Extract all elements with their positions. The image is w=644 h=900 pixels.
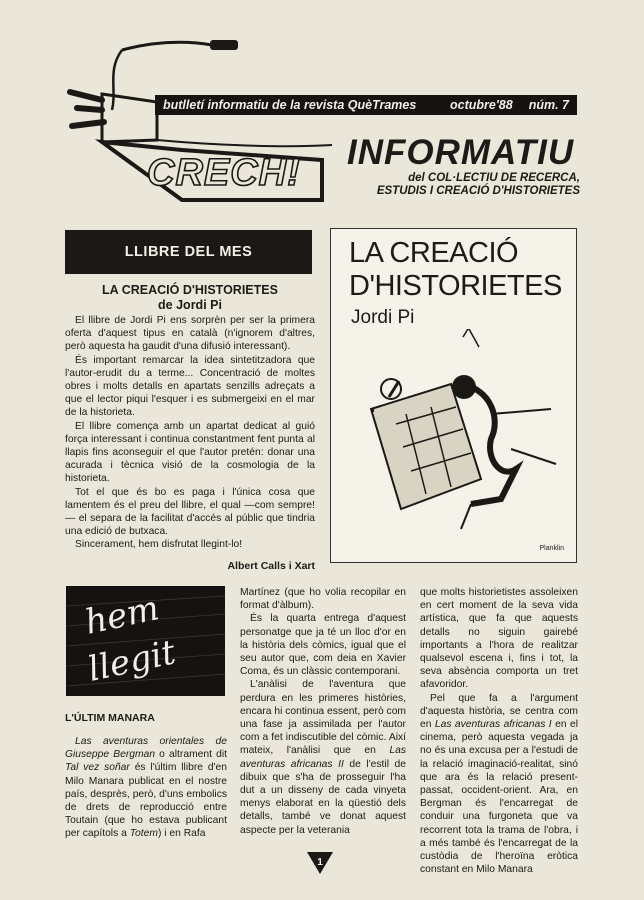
article-title-text: LA CREACIÓ D'HISTORIETES <box>102 283 278 297</box>
newsletter-subtitle <box>340 172 580 197</box>
italic-text: Las aventuras africanas I <box>434 719 552 731</box>
text: Pel que fa a l'argument d'aquesta història, se centra com en <box>420 692 578 731</box>
italic-text: Las aventuras africanas II <box>240 745 406 770</box>
bulletin-label: butlletí informatiu de la revista QuèTrames <box>163 98 417 112</box>
cover-title <box>349 237 562 303</box>
subtitle-line-2: ESTUDIS I CREACIÓ D'HISTORIETES <box>376 184 580 197</box>
paragraph: El llibre de Jordi Pi ens sorprèn per ser la primera oferta d'aquest tipus en català (n'ignorem d'altres, però aquesta ha gaudit d'una difusió interessant). <box>65 315 315 353</box>
paragraph: És la quarta entrega d'aquest personatge que ja té un lloc d'or en la història dels còmics, igual que el seu autor que, com deia en Xavier Coma, és un clàssic contemporani. <box>240 613 406 678</box>
newsletter-title: INFORMATIU <box>347 133 575 172</box>
paragraph: Tot el que és bo es paga i l'única cosa que lamentem és el preu del llibre, el qual —com sempre!— el separa de la facilitat d'accés al públic que tindria una edició de butxaca. <box>65 486 315 538</box>
paragraph <box>240 678 406 836</box>
section-header-llibre: LLIBRE DEL MES <box>65 230 312 274</box>
hem-llegit-line-2: llegit <box>84 632 180 690</box>
paragraph: És important remarcar la idea sintetitzadora que l'autor-erudit du a terme... Concentració de moltes obres i molts detalls en apartats senzills adreçats a que el lector piqui l'esquer i es submergeixi en el mar de la historieta. <box>65 354 315 419</box>
paragraph <box>420 692 578 877</box>
bulletin-bar <box>155 95 577 115</box>
article-body <box>65 314 315 552</box>
hem-llegit-logo <box>66 586 225 696</box>
stick-figure-small <box>456 329 486 347</box>
review-col-3 <box>420 586 578 876</box>
comic-page <box>371 384 481 509</box>
review-title: L'ÚLTIM MANARA <box>65 712 155 724</box>
page-number: 1 <box>317 857 323 868</box>
paragraph: Martínez (que ho volia recopilar en format d'àlbum). <box>240 587 406 612</box>
article-title <box>65 283 315 313</box>
cover-title-line-1: LA CREACIÓ <box>349 237 519 269</box>
article-author: Albert Calls i Xart <box>227 560 315 572</box>
issue-date: octubre'88 <box>449 98 513 112</box>
italic-text: Tal vez soñar <box>65 762 130 774</box>
paragraph: Sincerament, hem disfrutat llegint-lo! <box>75 539 243 551</box>
italic-text: Totem <box>129 828 158 840</box>
paragraph: El llibre comença amb un apartat dedicat al guió força interessant i continua constantment fent punta al llapis fins aconseguir el que l'autor pretén: donar una acurada i tècnica visió de la cosmologia de la historieta. <box>65 420 315 485</box>
article-byline: de Jordi Pi <box>158 298 222 312</box>
text: ) i en Rafa <box>157 828 206 840</box>
text: és l'últim llibre d'en Milo Manara publicat en el nostre país, desprès, però, d'uns embolics de drets de reproducció entre Toutain (que ho estava publicant per capítols a <box>65 762 227 840</box>
hem-llegit-line-1: hem <box>81 588 163 643</box>
hem-llegit-drawing <box>66 586 225 696</box>
paragraph: que molts historietistes assoleixen en cert moment de la seva vida artística, que fa que aquests detalls no siguin gairebé importants a l'hora de realitzar qualsevol escena i, fins i tot, la seva absència comporta un tret afavoridor. <box>420 587 578 691</box>
review-col-1 <box>65 735 227 841</box>
subtitle-line-1: del COL·LECTIU DE RECERCA, <box>408 172 580 184</box>
text: o altrament dit <box>155 749 227 761</box>
italic-text: Las aventuras orientales de Giuseppe Bergman <box>65 736 227 761</box>
crech-logo-text: CRECH! <box>147 152 301 194</box>
review-col-2 <box>240 586 406 837</box>
text: L'anàlisi de l'aventura que perdura en les primeres històries, encara hi continua essent, però com una fase ja assimilada per l'autor com a fet indiscutible del còmic. Així mateix, l'anàlisi que en <box>240 679 406 757</box>
paragraph <box>65 735 227 841</box>
cover-credit: Planklin <box>539 545 564 552</box>
cover-title-line-2: D'HISTORIETES <box>349 270 562 302</box>
issue-number: núm. 7 <box>528 98 569 112</box>
cover-illustration <box>351 329 561 549</box>
cover-author: Jordi Pi <box>351 307 415 328</box>
text: de l'estil de dibuix que s'ha de prosseguir l'ha dut a un disseny de cada vinyeta menys elaborat en la qüestió dels detalls, també ve donat aquest aspecte per la veterania <box>240 758 406 836</box>
text: en el cinema, però aquesta vegada ja no és una excusa per a l'estudi de la relació imaginació-realitat, sinó que ara és la relació present-passat, occident-orient. Ara, en Bergman és l'encarregat de conduir una furgoneta que va recorrent tota la trama de l'obra, i a més també és l'encarregat de la custòdia de l'heroïna eròtica constant en Milo Manara <box>420 719 578 876</box>
page-number-marker <box>305 850 335 876</box>
crech-logo <box>62 30 352 205</box>
book-cover <box>330 228 577 563</box>
